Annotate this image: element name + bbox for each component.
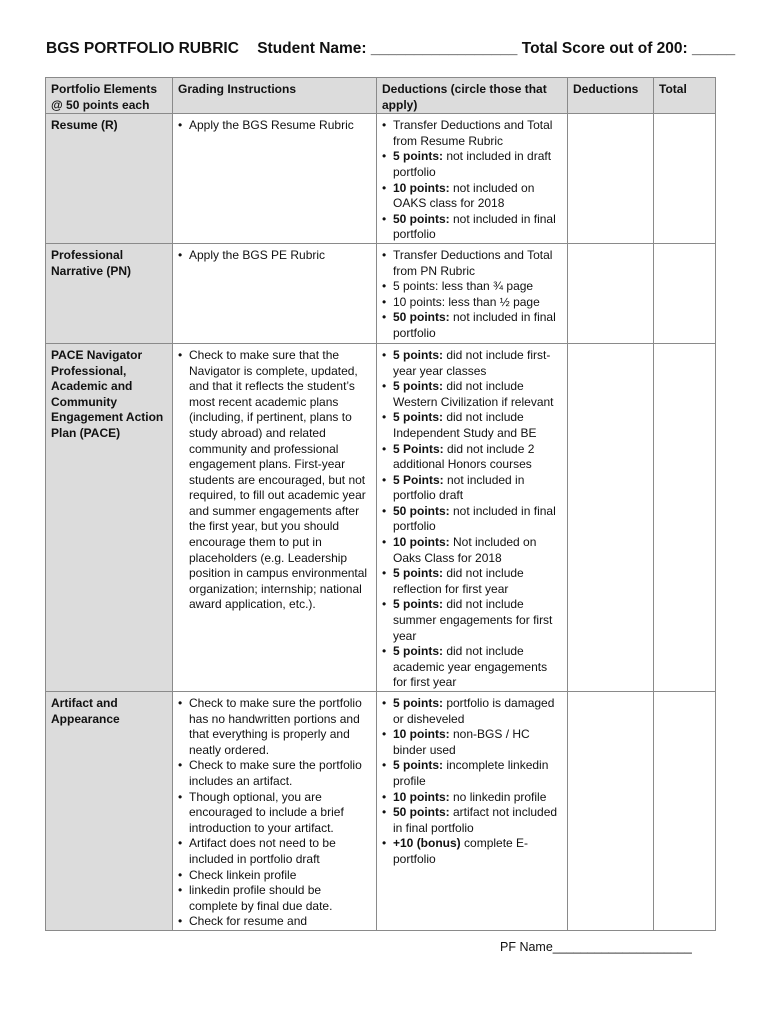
pf-name-field: PF Name____________________ — [500, 940, 692, 954]
deductions-input-cell — [568, 114, 654, 244]
deduction-text: Not included on Oaks Class for 2018 — [393, 535, 537, 565]
deduction-points: 50 points: — [393, 503, 450, 518]
grading-instructions — [173, 343, 377, 691]
instruction-item: • Though optional, you are encouraged to include a brief introduction to your artifact. — [178, 790, 372, 837]
portfolio-element: Professional Narrative (PN) — [46, 243, 173, 343]
instructions-list — [178, 118, 372, 134]
deduction-text: did not include Independent Study and BE — [393, 410, 537, 440]
deduction-text: incomplete linkedin profile — [393, 758, 549, 788]
deduction-item — [382, 727, 563, 758]
deduction-text: Transfer Deductions and Total from Resume Rubric — [393, 118, 553, 148]
deduction-text: did not include 2 additional Honors courses — [393, 441, 535, 472]
deduction-item — [382, 644, 563, 691]
deduction-item — [382, 149, 563, 180]
table-row — [46, 243, 716, 343]
deduction-text: 10 points: less than ½ page — [393, 294, 540, 309]
header-elements — [46, 78, 173, 114]
deduction-item — [382, 212, 563, 243]
total-input-cell — [654, 114, 716, 244]
deductions-list — [382, 696, 563, 868]
instruction-item: • Apply the BGS PE Rubric — [178, 248, 372, 264]
deduction-text: complete E-portfolio — [393, 836, 529, 866]
header-deductions-circle: Deductions (circle those that apply) — [377, 78, 568, 114]
deduction-item — [382, 310, 563, 341]
deduction-item — [382, 410, 563, 441]
deduction-item — [382, 696, 563, 727]
instructions-list — [178, 696, 372, 930]
student-name-field: Student Name: _________________ — [257, 40, 518, 57]
deduction-points: +10 (bonus) — [393, 836, 461, 851]
total-input-cell — [654, 343, 716, 691]
deduction-item — [382, 379, 563, 410]
deduction-text: not included in final portfolio — [393, 211, 556, 242]
deduction-text: did not include reflection for first year — [393, 566, 524, 596]
deduction-text: not included in draft portfolio — [393, 149, 552, 179]
instruction-item: • linkedin profile should be complete by final due date. — [178, 883, 372, 914]
header-deductions: Deductions — [568, 78, 654, 114]
deduction-item — [382, 442, 563, 473]
deduction-text: no linkedin profile — [449, 789, 547, 804]
table-row — [46, 692, 716, 931]
deduction-item — [382, 597, 563, 644]
deduction-item — [382, 790, 563, 806]
portfolio-element: PACE Navigator Professional, Academic and Community Engagement Action Plan (PACE) — [46, 343, 173, 691]
deduction-points: 5 points: — [393, 566, 443, 581]
deduction-points: 5 points: — [393, 758, 443, 773]
deduction-item — [382, 279, 563, 295]
deductions-list — [382, 118, 563, 243]
deduction-item — [382, 566, 563, 597]
header-instructions: Grading Instructions — [173, 78, 377, 114]
deductions-input-cell — [568, 692, 654, 931]
total-input-cell — [654, 692, 716, 931]
deduction-points: 5 points: — [393, 644, 443, 659]
page-title — [46, 40, 736, 58]
deduction-points: 5 points: — [393, 696, 443, 710]
instructions-list — [178, 248, 372, 264]
deduction-text: did not include academic year engagements for first year — [393, 644, 548, 690]
deduction-points: 5 points: — [393, 410, 443, 425]
deductions-input-cell — [568, 343, 654, 691]
deduction-points: 5 points: — [393, 149, 443, 164]
instruction-item: • Apply the BGS Resume Rubric — [178, 118, 372, 134]
total-input-cell — [654, 243, 716, 343]
rubric-table — [45, 77, 716, 931]
deduction-text: not included on OAKS class for 2018 — [393, 180, 535, 211]
deduction-item — [382, 118, 563, 149]
grading-instructions — [173, 692, 377, 931]
deduction-text: not included in final portfolio — [393, 503, 556, 534]
deduction-text: portfolio is damaged or disheveled — [393, 696, 555, 726]
deduction-item — [382, 504, 563, 535]
deductions-input-cell — [568, 243, 654, 343]
deduction-text: did not include Western Civilization if relevant — [393, 379, 554, 409]
deduction-points: 50 points: — [393, 211, 450, 226]
deduction-text: 5 points: less than ¾ page — [393, 279, 534, 294]
header-elements-line1: Portfolio Elements — [51, 82, 158, 96]
deduction-item — [382, 805, 563, 836]
deductions-list-cell — [377, 243, 568, 343]
deduction-text: non-BGS / HC binder used — [393, 727, 530, 757]
portfolio-element: Resume (R) — [46, 114, 173, 244]
deduction-points: 10 points: — [393, 180, 450, 195]
instruction-item: • Check to make sure the portfolio includes an artifact. — [178, 758, 372, 789]
deduction-text: not included in final portfolio — [393, 310, 556, 340]
total-score-field: Total Score out of 200: _____ — [521, 40, 736, 57]
deduction-points: 10 points: — [393, 535, 450, 550]
deduction-points: 5 points: — [393, 379, 443, 394]
header-total: Total — [654, 78, 716, 114]
deduction-item — [382, 181, 563, 212]
deductions-list — [382, 348, 563, 691]
deduction-points: 5 Points: — [393, 472, 444, 487]
deductions-list-cell — [377, 114, 568, 244]
deduction-item — [382, 295, 563, 311]
deduction-points: 5 points: — [393, 597, 443, 612]
deduction-points: 5 points: — [393, 347, 443, 362]
instruction-item: • Artifact does not need to be included in portfolio draft — [178, 836, 372, 867]
rubric-title: BGS PORTFOLIO RUBRIC — [46, 40, 239, 57]
instruction-item: • Check linkein profile — [178, 868, 372, 884]
instructions-list — [178, 348, 372, 613]
deduction-points: 50 points: — [393, 310, 450, 325]
deduction-text: did not include summer engagements for first year — [393, 597, 553, 643]
portfolio-element: Artifact and Appearance — [46, 692, 173, 931]
deductions-list — [382, 248, 563, 342]
deduction-item — [382, 473, 563, 504]
table-row — [46, 343, 716, 691]
deduction-item — [382, 248, 563, 279]
deduction-text: artifact not included in final portfolio — [393, 805, 558, 835]
grading-instructions — [173, 114, 377, 244]
deduction-text: did not include first-year year classes — [393, 347, 551, 378]
instruction-item: • Check for resume and — [178, 914, 372, 930]
header-elements-line2: @ 50 points each — [51, 97, 150, 112]
deduction-item — [382, 348, 563, 379]
deduction-points: 10 points: — [393, 727, 450, 742]
deduction-text: not included in portfolio draft — [393, 472, 525, 503]
header-row — [46, 78, 716, 114]
deduction-item — [382, 758, 563, 789]
deduction-points: 10 points: — [393, 789, 450, 804]
deduction-points: 50 points: — [393, 805, 450, 820]
instruction-item: • Check to make sure that the Navigator is complete, updated, and that it reflects the student’s most recent academic plans (including, if pertinent, plans to study abroad) and related community and professional engagement plans. First-year students are encouraged, but not required, to fill out academic year and summer engagements after the first year, but you should encourage them to put in placeholders (e.g. Leadership position in campus environmental organization; internship; national award application, etc.). — [178, 348, 372, 613]
deduction-item — [382, 836, 563, 867]
grading-instructions — [173, 243, 377, 343]
deduction-item — [382, 535, 563, 566]
deductions-list-cell — [377, 343, 568, 691]
instruction-item: • Check to make sure the portfolio has no handwritten portions and that everything is properly and neatly ordered. — [178, 696, 372, 758]
deductions-list-cell — [377, 692, 568, 931]
deduction-text: Transfer Deductions and Total from PN Rubric — [393, 247, 553, 278]
table-row — [46, 114, 716, 244]
deduction-points: 5 Points: — [393, 441, 444, 456]
